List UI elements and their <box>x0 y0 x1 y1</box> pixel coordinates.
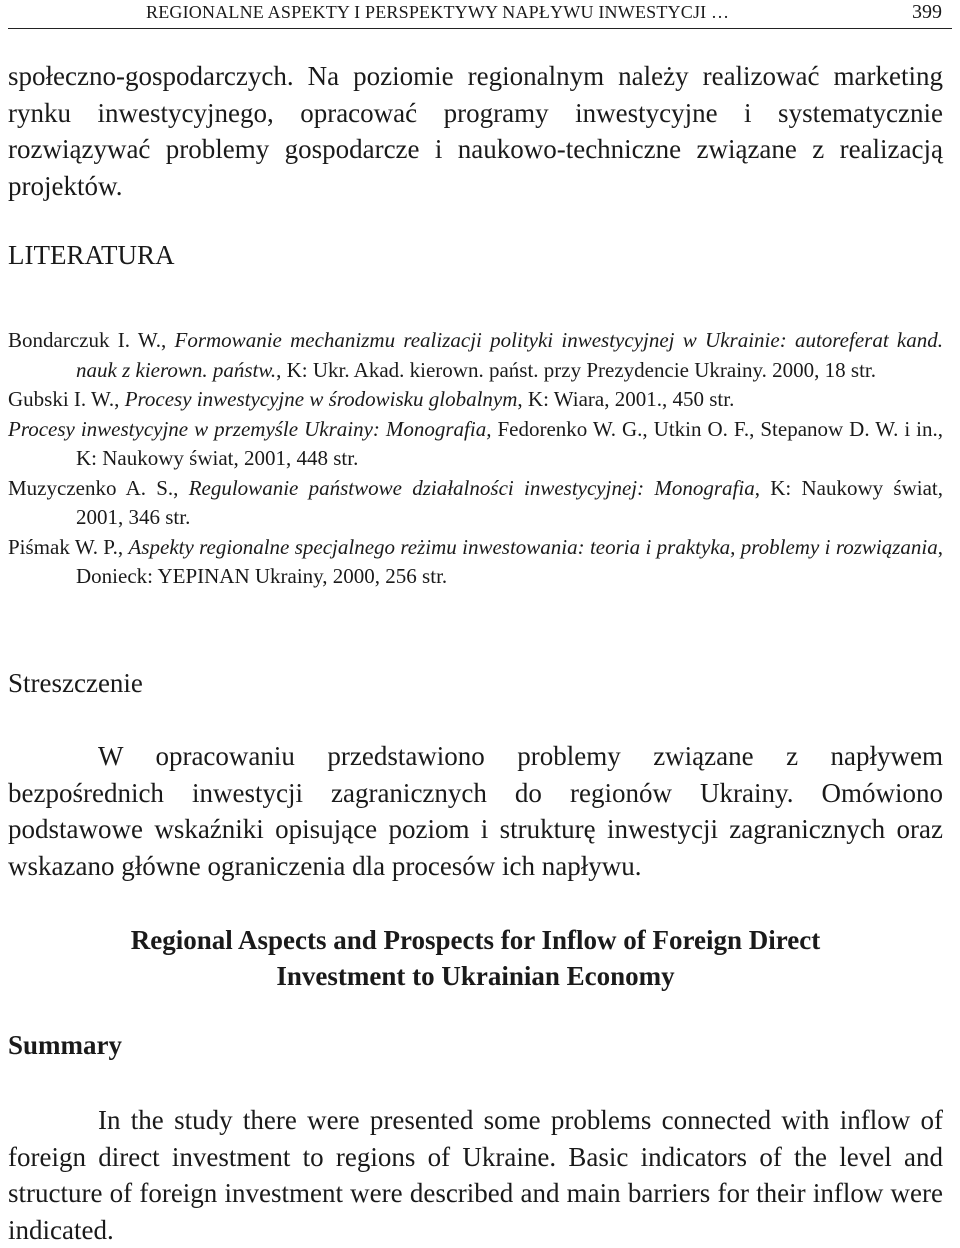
english-title <box>8 922 943 994</box>
running-header <box>8 0 952 29</box>
reference-item: Piśmak W. P., Aspekty regionalne specjalnego reżimu inwestowania: teoria i praktyka, problemy i rozwiązania, Donieck: YEPINAN Ukrainy, 2000, 256 str. <box>8 534 943 588</box>
english-title-line-1: Regional Aspects and Prospects for Inflow of Foreign Direct <box>130 925 821 955</box>
streszczenie-text: W opracowaniu przedstawiono problemy związane z napływem bezpośrednich inwestycji zagranicznych do regionów Ukrainy. Omówiono podstawowe wskaźniki opisujące poziom i strukturę inwestycji zagranicznych oraz wskazano główne ograniczenia dla procesów ich napływu. <box>8 741 943 881</box>
reference-list <box>8 326 943 592</box>
summary-heading: Summary <box>8 1030 122 1060</box>
reference-item: Bondarczuk I. W., Formowanie mechanizmu realizacji polityki inwestycyjnej w Ukrainie: autoreferat kand. nauk z kierown. państw., K: Ukr. Akad. kierown. państ. przy Prezydencie Ukrainy. 2000, 18 str. <box>8 328 943 382</box>
summary-text: In the study there were presented some problems connected with inflow of foreign direct investment to regions of Ukraine. Basic indicators of the level and structure of foreign investment were described and main barriers for their inflow were indicated. <box>8 1105 943 1245</box>
reference-item: Procesy inwestycyjne w przemyśle Ukrainy: Monografia, Fedorenko W. G., Utkin O. F., Stepanow D. W. i in., K: Naukowy świat, 2001, 448 str. <box>8 416 943 470</box>
page-number: 399 <box>912 1 942 23</box>
english-title-line-2: Investment to Ukrainian Economy <box>276 961 675 991</box>
reference-item: Gubski I. W., Procesy inwestycyjne w środowisku globalnym, K: Wiara, 2001., 450 str. <box>8 387 735 411</box>
streszczenie-heading: Streszczenie <box>8 668 143 698</box>
running-title: REGIONALNE ASPEKTY I PERSPEKTYWY NAPŁYWU INWESTYCJI … <box>146 2 730 22</box>
intro-paragraph: społeczno-gospodarczych. Na poziomie regionalnym należy realizować marketing rynku inwestycyjnego, opracować programy inwestycyjne i systematycznie rozwiązywać problemy gospodarcze i naukowo-techniczne związane z realizacją projektów. <box>8 61 943 201</box>
reference-item: Muzyczenko A. S., Regulowanie państwowe działalności inwestycyjnej: Monografia, K: Naukowy świat, 2001, 346 str. <box>8 475 943 529</box>
literature-heading: LITERATURA <box>8 240 175 270</box>
